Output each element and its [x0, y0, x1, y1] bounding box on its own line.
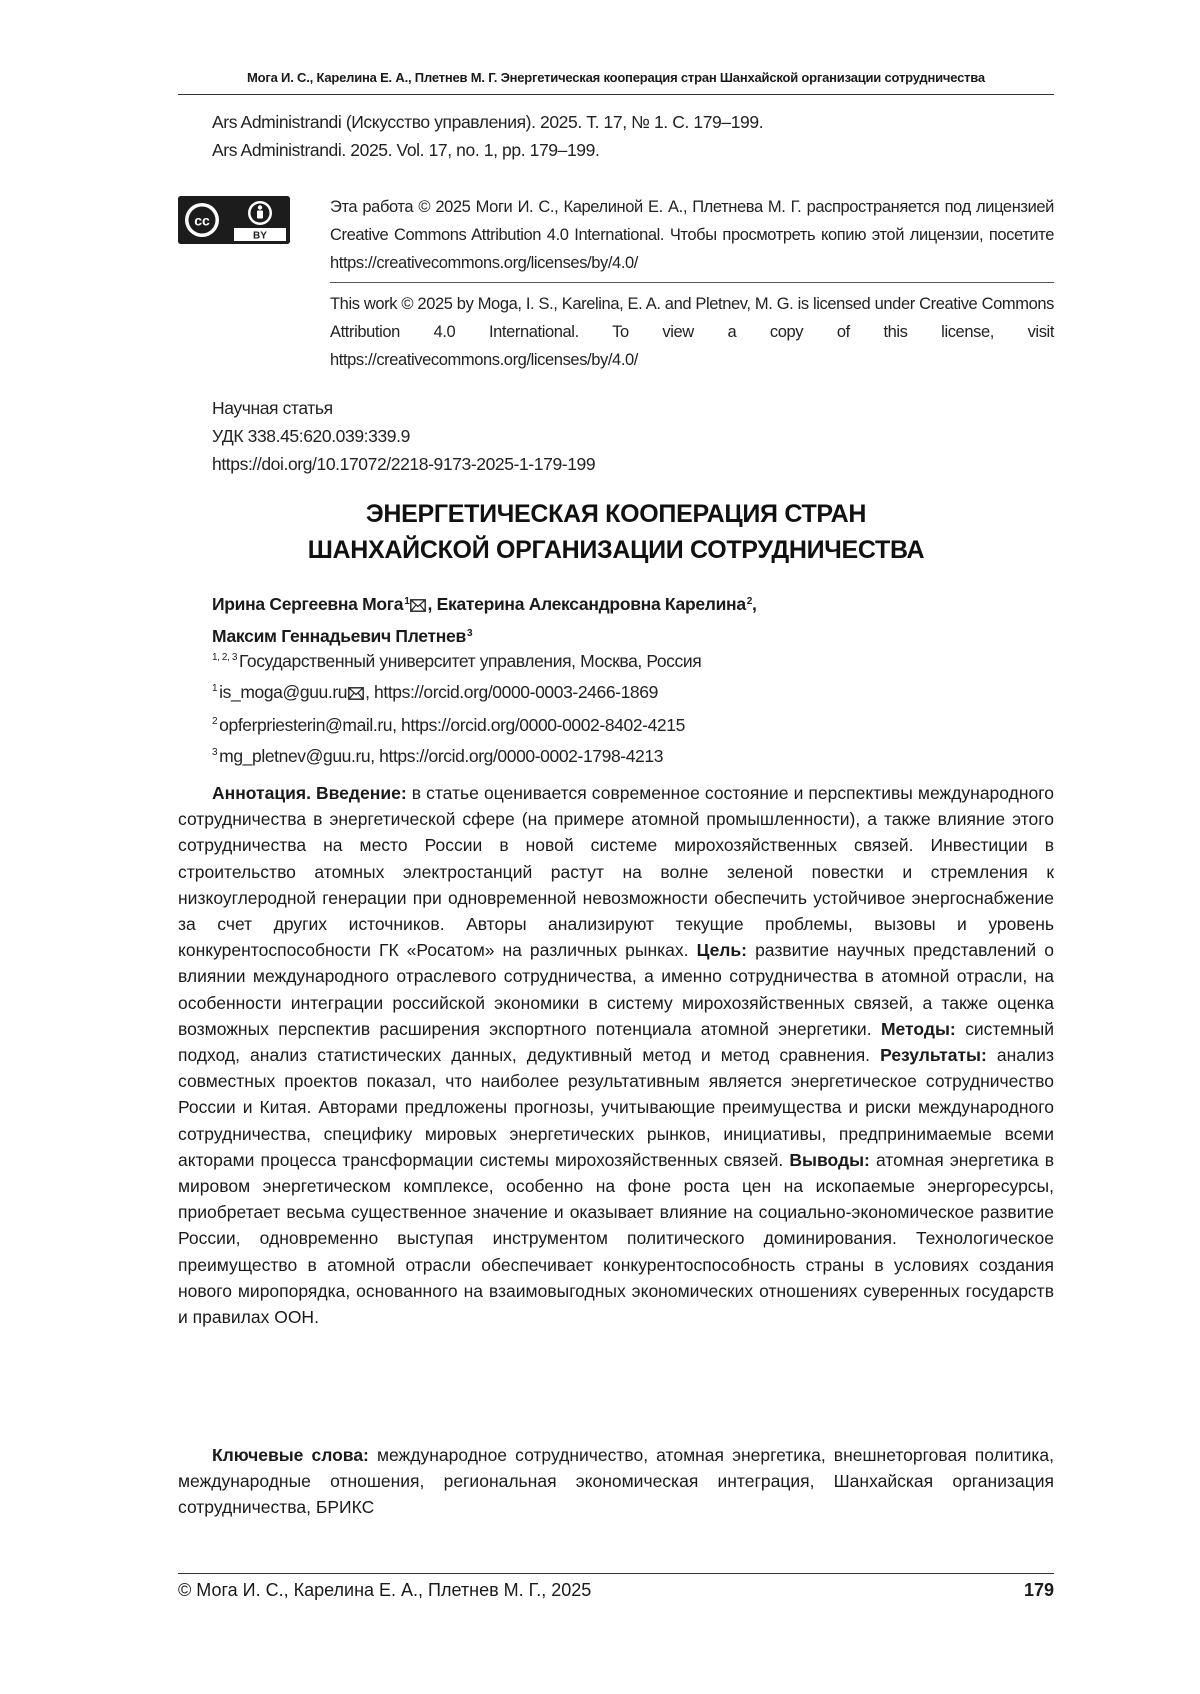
author-sup: 3	[466, 628, 473, 639]
header-rule	[178, 94, 1054, 95]
methods-label: Методы:	[880, 1018, 956, 1039]
doi-link[interactable]: https://doi.org/10.17072/2218-9173-2025-1-179-199	[212, 454, 596, 474]
results-label: Результаты:	[880, 1045, 987, 1066]
license-text-ru: Эта работа © 2025 Моги И. С., Карелиной Е. А., Плетнева М. Г. распространяется под лицензией Creative Commons Attribution 4.0 International. Чтобы просмотреть копию этой лицензии, посетите https://creativecommons.org/licenses/by/4.0/	[330, 198, 1054, 272]
journal-citation-ru: Ars Administrandi (Искусство управления). 2025. Т. 17, № 1. С. 179–199.	[212, 112, 764, 132]
footer-rule	[178, 1573, 1054, 1574]
goal-label: Цель:	[696, 940, 748, 961]
goal-text: развитие научных представлений о влиянии международного отраслевого сотрудничества, а именно сотрудничества в атомной отрасли, на особенности интеграции российской экономики в систему мирохозяйственных связей, а также оценка возможных перспектив расширения экспортного потенциала атомной энергетики.	[178, 940, 1054, 1039]
title-line-2: ШАНХАЙСКОЙ ОРГАНИЗАЦИИ СОТРУДНИЧЕСТВА	[307, 536, 925, 564]
title-line-1: ЭНЕРГЕТИЧЕСКАЯ КООПЕРАЦИЯ СТРАН	[365, 500, 867, 528]
email-link[interactable]: is_moga@guu.ru	[219, 682, 348, 702]
conclusions-text: атомная энергетика в мировом энергетическом комплексе, особенно на фоне роста цен на ископаемые энергоресурсы, приобретает весьма существенное значение и оказывает влияние на социально-экономическое развитие России, одновременно выступая инструментом политического доминирования. Технологическое преимущество в атомной отрасли обеспечивает конкурентоспособность страны в условиях создания нового миропорядка, основанного на взаимовыгодных экономических отношениях суверенных государств и правилах ООН.	[178, 1149, 1054, 1328]
journal-citation-en: Ars Administrandi. 2025. Vol. 17, no. 1, pp. 179–199.	[212, 140, 600, 160]
author-sup: 1	[404, 596, 410, 607]
article-type: Научная статья	[212, 398, 333, 418]
article-title	[178, 496, 1054, 568]
results-text: анализ совместных проектов показал, что наиболее результативным является энергетическое сотрудничество России и Китая. Авторами предложены прогнозы, учитывающие преимущества и риски международного сотрудничества, специфику мировых энергетических рынков, инициативы, предпринимаемые всеми акторами процесса трансформации системы мирохозяйственных связей.	[178, 1045, 1054, 1170]
intro-label: Введение:	[316, 783, 407, 803]
affiliations	[212, 644, 701, 770]
license-text-en: This work © 2025 by Moga, I. S., Karelina, E. A. and Pletnev, M. G. is licensed under Creative Commons Attribution 4.0 International. To view a copy of this license, visit https://creativecommons.org/licenses/by/4.0/	[330, 295, 1054, 369]
svg-text:cc: cc	[194, 212, 210, 229]
contact-line: $^2$ opferpriesterin@mail.ru, https://orcid.org/0000-0002-8402-4215	[212, 715, 685, 735]
author-list: Ирина Сергеевна Мога$^1$ , Екатерина Александровна Карелина$^2$, Максим Геннадьевич Плетнев$^3$	[212, 594, 757, 646]
article-meta	[212, 394, 595, 478]
contact-text[interactable]: opferpriesterin@mail.ru, https://orcid.org/0000-0002-8402-4215	[219, 715, 685, 735]
license-divider	[330, 282, 1054, 283]
footer-copyright: © Мога И. С., Карелина Е. А., Плетнев М. Г., 2025	[178, 1580, 592, 1600]
author-name: Екатерина Александровна Карелина	[436, 594, 746, 614]
abstract	[178, 780, 1054, 1330]
conclusions-label: Выводы:	[789, 1149, 870, 1170]
journal-citation	[212, 108, 763, 164]
contact-line: $^1$ is_moga@guu.ru , https://orcid.org/0000-0003-2466-1869	[212, 675, 701, 708]
intro-text: в статье оценивается современное состояние и перспективы международного сотрудничества в энергетической сфере (на примере атомной промышленности), а также влияние этого сотрудничества на место России в новой системе мирохозяйственных связей. Инвестиции в строительство атомных электростанций растут на волне зеленой повестки и стремления к низкоуглеродной генерации при одновременной невозможности обеспечить устойчивое энергоснабжение за счет других источников. Авторы анализируют текущие проблемы, вызовы и уровень конкурентоспособности ГК «Росатом» на различных рынках.	[178, 783, 1054, 961]
mail-icon[interactable]	[348, 680, 364, 708]
orcid-link[interactable]: , https://orcid.org/0000-0003-2466-1869	[365, 682, 658, 702]
abstract-label: Аннотация.	[212, 783, 311, 803]
affiliation-line: $^{1, 2, 3}$ Государственный университет управления, Москва, Россия	[212, 651, 702, 671]
mail-icon[interactable]	[410, 592, 426, 620]
page-number: 179	[1023, 1580, 1054, 1600]
running-head: Мога И. С., Карелина Е. А., Плетнев М. Г. Энергетическая кооперация стран Шанхайской организации сотрудничества	[247, 70, 985, 85]
author-sup: 2	[746, 596, 753, 607]
contact-line: $^3$ mg_pletnev@guu.ru, https://orcid.org/0000-0002-1798-4213	[212, 746, 664, 766]
contact-text[interactable]: mg_pletnev@guu.ru, https://orcid.org/0000-0002-1798-4213	[219, 746, 664, 766]
keywords-label: Ключевые слова:	[212, 1445, 369, 1465]
keywords-text: международное сотрудничество, атомная энергетика, внешнеторговая политика, международные отношения, региональная экономическая интеграция, Шанхайская организация сотрудничества, БРИКС	[178, 1445, 1054, 1518]
cc-by-label: BY	[253, 230, 267, 242]
keywords	[178, 1442, 1054, 1521]
methods-text: системный подход, анализ статистических данных, дедуктивный метод и метод сравнения.	[178, 1018, 1054, 1066]
cc-by-icon[interactable]	[178, 196, 290, 244]
author-name: Максим Геннадьевич Плетнев	[212, 626, 466, 646]
udc-code: УДК 338.45:620.039:339.9	[212, 426, 410, 446]
author-name: Ирина Сергеевна Мога	[212, 594, 404, 614]
